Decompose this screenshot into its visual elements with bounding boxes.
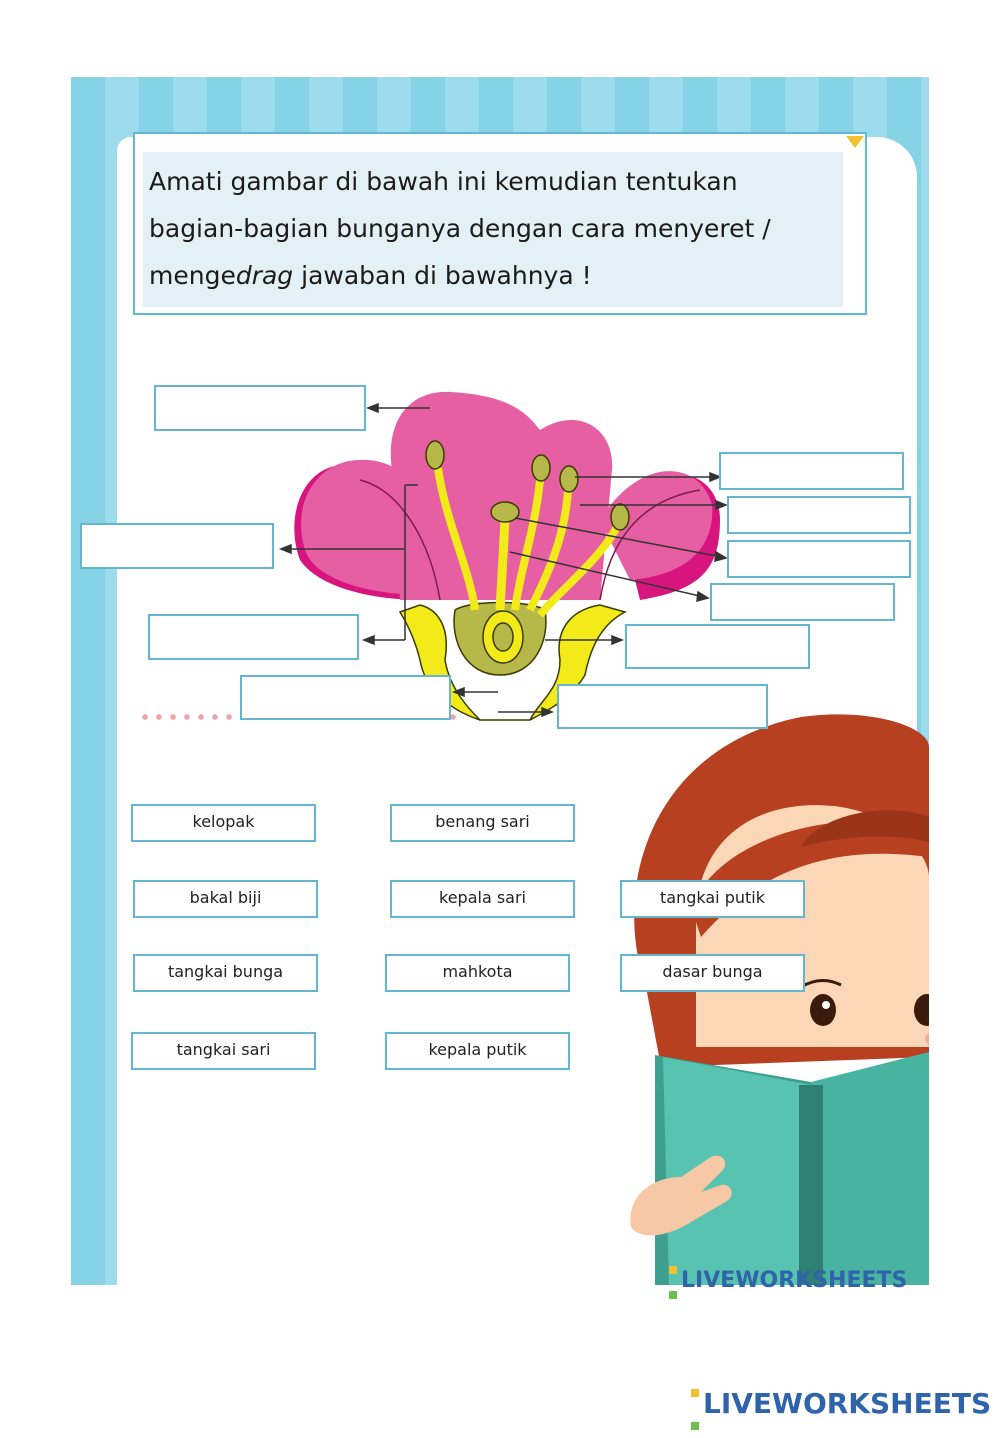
word-bakal-biji[interactable]: bakal biji [133, 880, 318, 918]
word-benang-sari[interactable]: benang sari [390, 804, 575, 842]
word-kepala-putik[interactable]: kepala putik [385, 1032, 570, 1070]
answer-box-4[interactable] [240, 675, 451, 720]
answer-box-1[interactable] [154, 385, 366, 431]
word-tangkai-putik[interactable]: tangkai putik [620, 880, 805, 918]
instruction-text: Amati gambar di bawah ini kemudian tentukan bagian-bagian bunganya dengan cara menyeret / mengedrag jawaban di bawahnya ! [149, 167, 771, 290]
answer-box-9[interactable] [625, 624, 810, 669]
answer-box-8[interactable] [710, 583, 895, 621]
answer-box-2[interactable] [80, 523, 274, 569]
word-kepala-sari[interactable]: kepala sari [390, 880, 575, 918]
liveworksheets-logo-icon [668, 1256, 678, 1306]
answer-box-3[interactable] [148, 614, 359, 660]
liveworksheets-footer-logo: LIVEWORKSHEETS [690, 1372, 991, 1438]
answer-box-10[interactable] [557, 684, 768, 729]
girl-reading-illustration [571, 707, 929, 1285]
word-tangkai-sari[interactable]: tangkai sari [131, 1032, 316, 1070]
answer-box-7[interactable] [727, 540, 911, 578]
answer-box-6[interactable] [727, 496, 911, 534]
word-dasar-bunga[interactable]: dasar bunga [620, 954, 805, 992]
liveworksheets-logo-icon [690, 1372, 700, 1438]
word-mahkota[interactable]: mahkota [385, 954, 570, 992]
answer-box-5[interactable] [719, 452, 904, 490]
word-kelopak[interactable]: kelopak [131, 804, 316, 842]
word-tangkai-bunga[interactable]: tangkai bunga [133, 954, 318, 992]
liveworksheets-inner-logo: LIVEWORKSHEETS [668, 1256, 907, 1306]
